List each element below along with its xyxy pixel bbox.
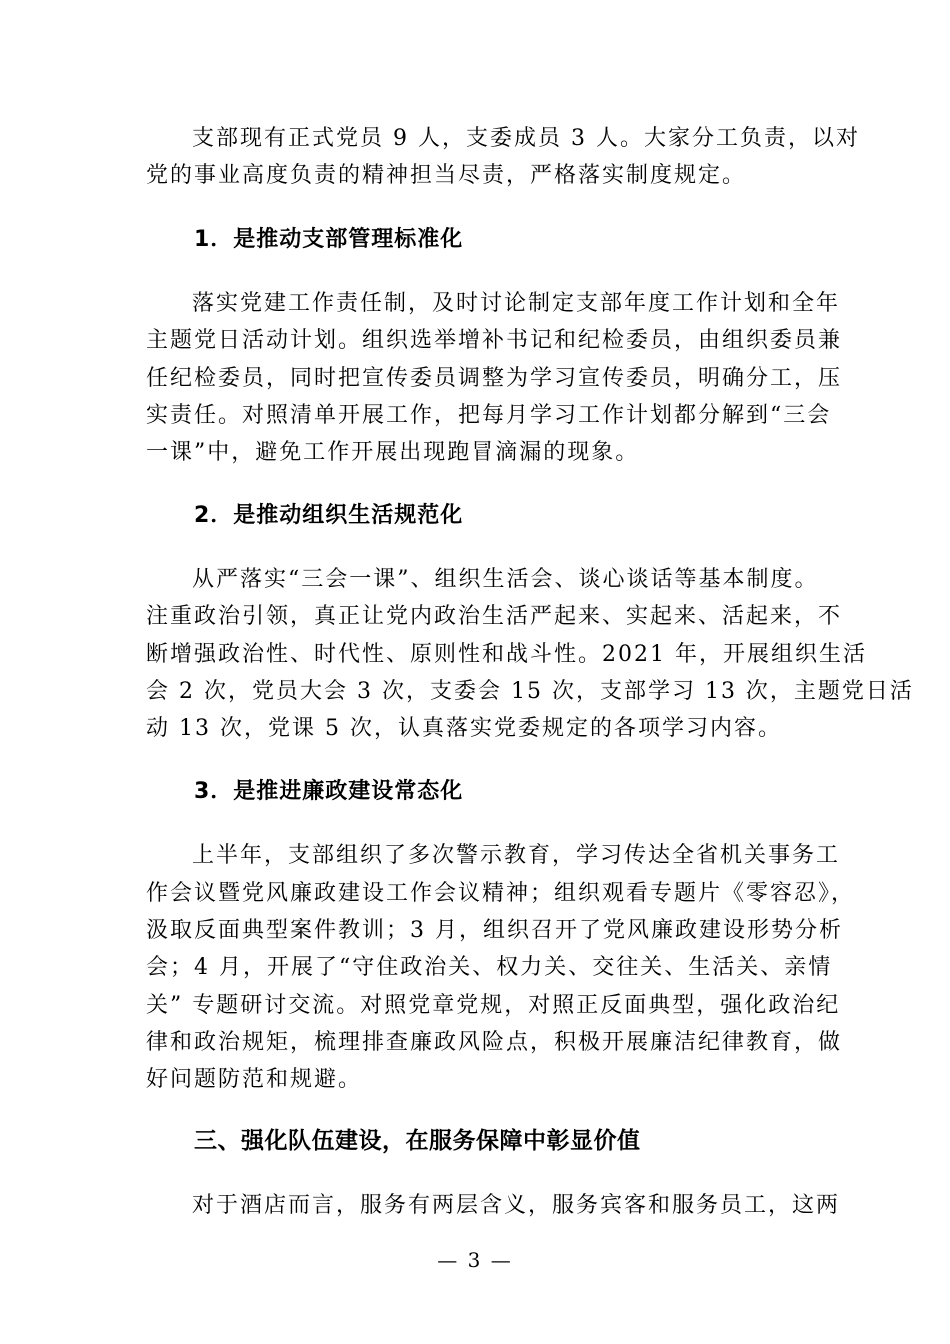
major-section-line-1: 对于酒店而言，服务有两层含义，服务宾客和服务员工，这两 <box>192 1193 841 1218</box>
section-2-line-4: 会 2 次，党员大会 3 次，支委会 15 次，支部学习 13 次，主题党日活 <box>146 679 914 704</box>
section-2-line-5: 动 13 次，党课 5 次，认真落实党委规定的各项学习内容。 <box>146 716 782 741</box>
section-3-line-2: 作会议暨党风廉政建设工作会议精神；组织观看专题片《零容忍》， <box>146 881 856 906</box>
section-1-line-5: 一课”中，避免工作开展出现跑冒滴漏的现象。 <box>146 440 640 465</box>
intro-line-1: 支部现有正式党员 9 人，支委成员 3 人。大家分工负责，以对 <box>192 126 860 151</box>
section-2-line-1: 从严落实“三会一课”、组织生活会、谈心谈话等基本制度。 <box>192 567 819 592</box>
major-section-heading: 三、强化队伍建设，在服务保障中彰显价值 <box>194 1128 641 1154</box>
section-1-line-3: 任纪检委员，同时把宣传委员调整为学习宣传委员，明确分工，压 <box>146 366 843 391</box>
section-1-line-1: 落实党建工作责任制，及时讨论制定支部年度工作计划和全年 <box>192 291 841 316</box>
intro-line-2: 党的事业高度负责的精神担当尽责，严格落实制度规定。 <box>146 163 747 188</box>
section-2-line-3: 断增强政治性、时代性、原则性和战斗性。2021 年，开展组织生活 <box>146 642 867 667</box>
section-2-line-2: 注重政治引领，真正让党内政治生活严起来、实起来、活起来，不 <box>146 604 843 629</box>
section-1-heading: 1．是推动支部管理标准化 <box>194 227 464 252</box>
section-3-line-7: 好问题防范和规避。 <box>146 1067 363 1092</box>
section-3-line-5: 关” 专题研讨交流。对照党章党规，对照正反面典型，强化政治纪 <box>146 993 841 1018</box>
section-3-line-1: 上半年，支部组织了多次警示教育，学习传达全省机关事务工 <box>192 843 841 868</box>
section-1-line-4: 实责任。对照清单开展工作，把每月学习工作计划都分解到“三会 <box>146 403 832 428</box>
section-3-heading: 3．是推进廉政建设常态化 <box>194 779 464 804</box>
section-3-line-3: 汲取反面典型案件教训；3 月，组织召开了党风廉政建设形势分析 <box>146 918 843 943</box>
section-1-line-2: 主题党日活动计划。组织选举增补书记和纪检委员，由组织委员兼 <box>146 328 843 353</box>
section-3-line-4: 会；4 月，开展了“守住政治关、权力关、交往关、生活关、亲情 <box>146 955 833 980</box>
page-number: — 3 — <box>437 1248 513 1272</box>
section-2-heading: 2．是推动组织生活规范化 <box>194 503 464 528</box>
section-3-line-6: 律和政治规矩，梳理排查廉政风险点，积极开展廉洁纪律教育，做 <box>146 1030 843 1055</box>
